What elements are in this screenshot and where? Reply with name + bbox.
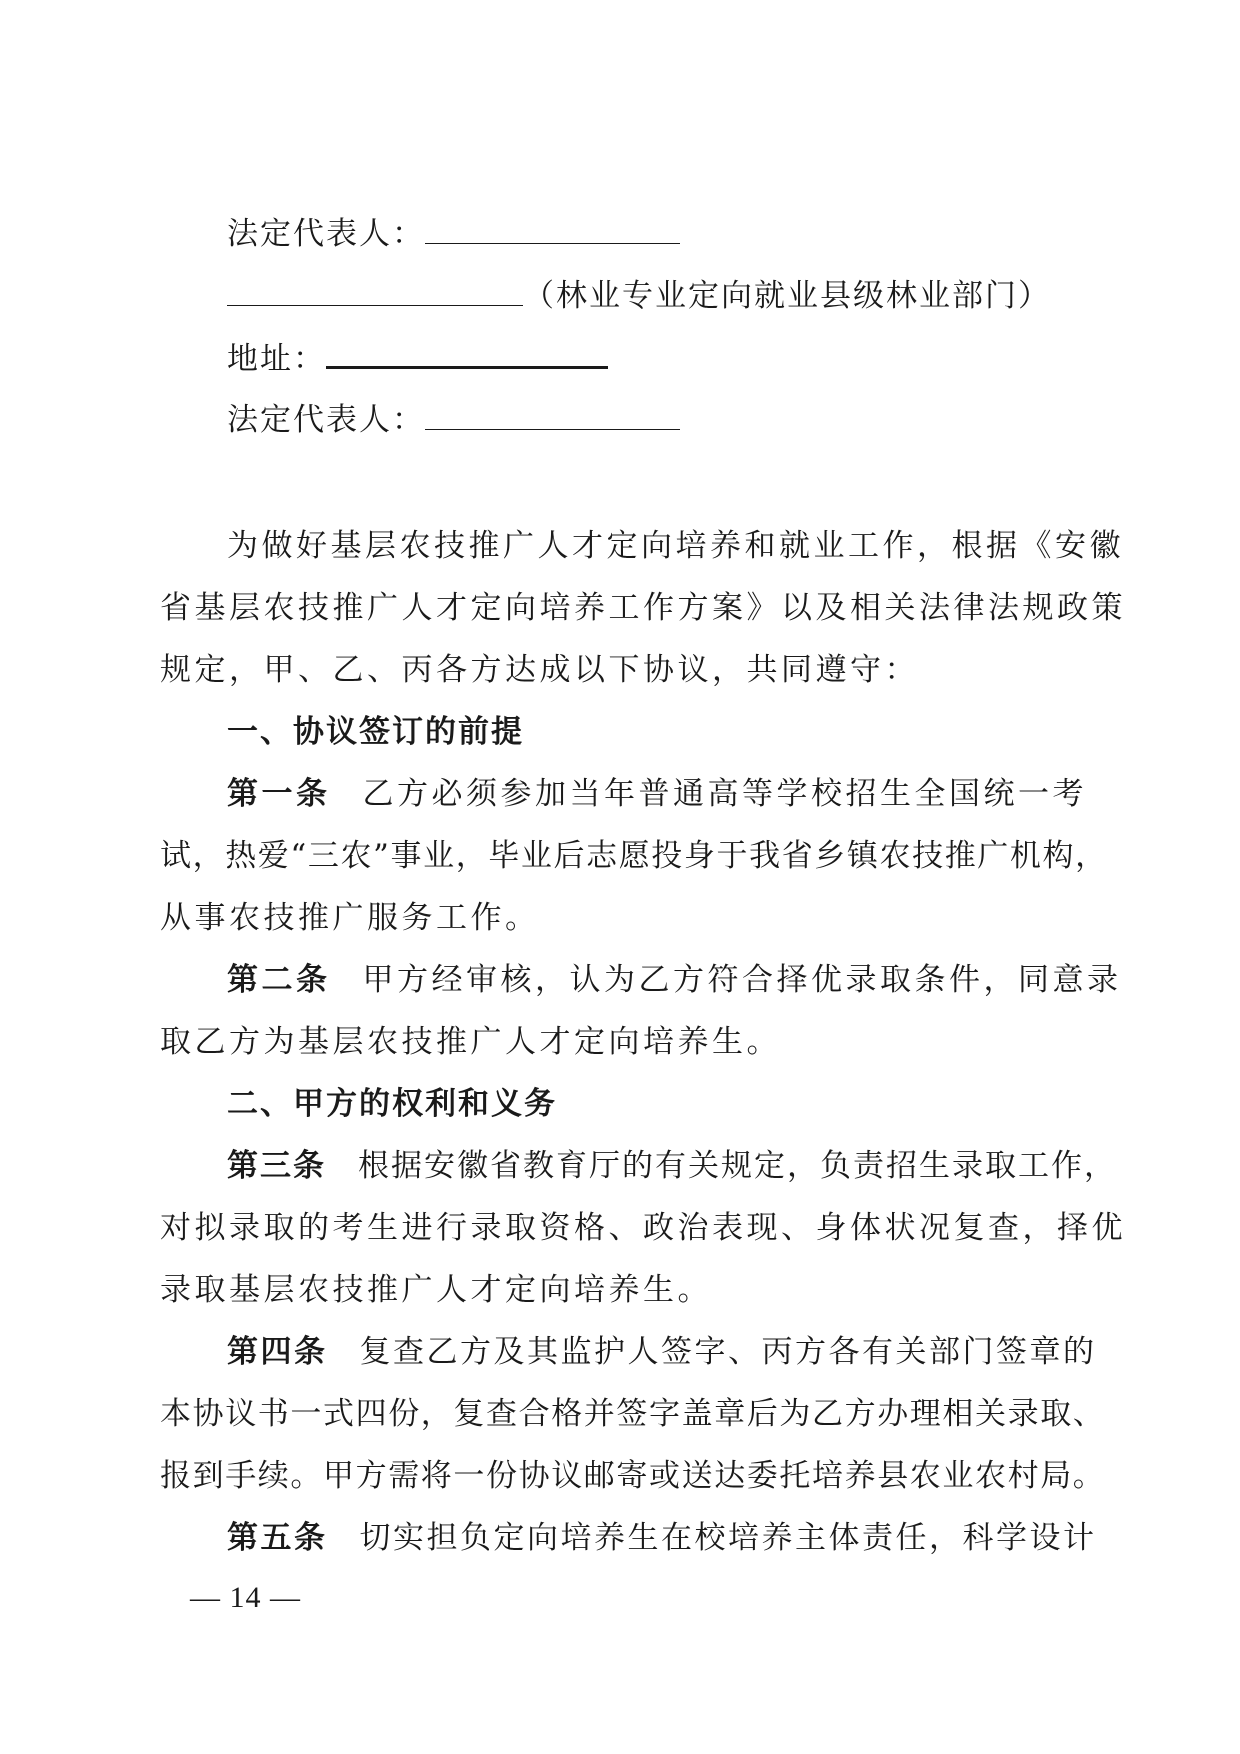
legal-rep-line-1 <box>227 214 680 254</box>
preamble-line: 省基层农技推广人才定向培养工作方案》以及相关法律法规政策 <box>160 590 1126 626</box>
preamble-line: 规定，甲、乙、丙各方达成以下协议，共同遵守： <box>160 652 919 688</box>
article-line: 取乙方为基层农技推广人才定向培养生。 <box>160 1024 781 1060</box>
address-label: 地址： <box>227 341 326 377</box>
article-text: 复查乙方及其监护人签字、丙方各有关部门签章的 <box>359 1334 1097 1370</box>
party-name-blank <box>227 277 523 306</box>
address-blank <box>326 338 608 369</box>
address-line <box>227 338 608 379</box>
article-line <box>227 960 1122 1000</box>
article-text: 根据安徽省教育厅的有关规定，负责招生录取工作， <box>358 1148 1117 1184</box>
article-title: 第一条 <box>227 776 331 812</box>
article-title: 第二条 <box>227 962 331 998</box>
article-line <box>227 1518 1097 1558</box>
article-text: 乙方必须参加当年普通高等学校招生全国统一考 <box>362 776 1087 812</box>
legal-rep-line-2 <box>227 400 680 440</box>
party-line <box>227 276 1051 316</box>
page-number: — 14 — <box>190 1581 301 1614</box>
legal-rep-label: 法定代表人： <box>227 216 425 252</box>
article-line <box>227 1146 1117 1186</box>
article-line: 报到手续。甲方需将一份协议邮寄或送达委托培养县农业农村局。 <box>160 1458 1106 1494</box>
legal-rep-blank <box>425 401 680 430</box>
article-text: 切实担负定向培养生在校培养主体责任，科学设计 <box>359 1520 1097 1556</box>
article-line: 录取基层农技推广人才定向培养生。 <box>160 1272 712 1308</box>
article-line: 本协议书一式四份，复查合格并签字盖章后为乙方办理相关录取、 <box>160 1396 1106 1432</box>
legal-rep-blank <box>425 215 680 244</box>
article-line: 从事农技推广服务工作。 <box>160 900 540 936</box>
preamble-line: 为做好基层农技推广人才定向培养和就业工作，根据《安徽 <box>227 528 1124 564</box>
article-line: 对拟录取的考生进行录取资格、政治表现、身体状况复查，择优 <box>160 1210 1126 1246</box>
legal-rep-label: 法定代表人： <box>227 402 425 438</box>
party-note: （林业专业定向就业县级林业部门） <box>523 278 1051 314</box>
article-title: 第五条 <box>227 1520 328 1556</box>
article-text: 甲方经审核，认为乙方符合择优录取条件，同意录 <box>362 962 1122 998</box>
article-line: 试，热爱“三农”事业，毕业后志愿投身于我省乡镇农技推广机构， <box>160 838 1108 874</box>
article-line <box>227 1332 1097 1372</box>
section-heading: 二、甲方的权利和义务 <box>227 1086 557 1122</box>
article-title: 第三条 <box>227 1148 326 1184</box>
section-heading: 一、协议签订的前提 <box>227 714 524 750</box>
article-title: 第四条 <box>227 1334 328 1370</box>
article-line <box>227 774 1087 814</box>
